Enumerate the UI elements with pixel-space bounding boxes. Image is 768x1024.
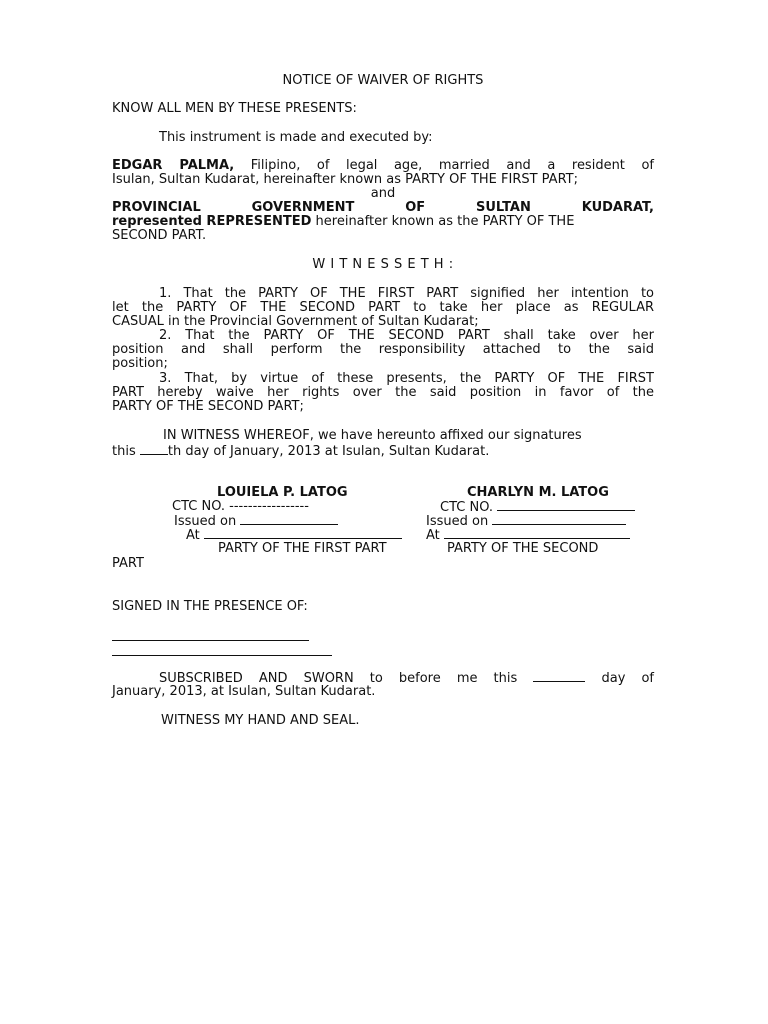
salutation: KNOW ALL MEN BY THESE PRESENTS: [112,101,357,116]
witness-whereof-line1: IN WITNESS WHEREOF, we have hereunto affixed our signatures [163,428,582,443]
clause3-line2: PART hereby waive her rights over the said position in favor of the [112,385,654,400]
signatory-left-role: PARTY OF THE FIRST PART [218,541,387,556]
signatory-right-at-label: At [426,528,444,543]
witness-whereof-line2 [112,443,489,459]
signatory-right-issued-blank [492,513,626,525]
witnesseth-heading: W I T N E S S E T H : [312,257,454,272]
signatory-left-at-label: At [186,528,204,543]
clause3-line3: PARTY OF THE SECOND PART; [112,399,304,414]
intro-text: This instrument is made and executed by: [159,130,433,145]
signatory-right-name: CHARLYN M. LATOG [467,485,609,500]
party1-line2: Isulan, Sultan Kudarat, hereinafter known as PARTY OF THE FIRST PART; [112,172,578,187]
signatory-right-at-blank [444,527,630,539]
witness-whereof-prefix: this [112,444,140,459]
day-blank-line [140,443,168,455]
clause2-line1: 2. That the PARTY OF THE SECOND PART shall take over her [159,328,654,343]
party2-desc: hereinafter known as the PARTY OF THE [311,214,575,229]
party2-line3: SECOND PART. [112,228,207,243]
signatory-left-at-blank [204,527,402,539]
party1-name: EDGAR PALMA, [112,158,235,173]
signatory-right-ctc-label: CTC NO. [440,500,498,515]
signatory-right-ctc-blank [497,499,635,511]
clause3-line1: 3. That, by virtue of these presents, the PARTY OF THE FIRST [159,371,654,386]
signatory-left-issued-label: Issued on [174,514,241,529]
witness-whereof-suffix: th day of January, 2013 at Isulan, Sultan Kudarat. [167,444,490,459]
witness-signature-line-2 [112,655,332,656]
party2-line1: PROVINCIAL GOVERNMENT OF SULTAN KUDARAT, [112,200,654,215]
subscribed-line2: January, 2013, at Isulan, Sultan Kudarat. [112,684,376,699]
clause2-line2: position and shall perform the responsibility attached to the said [112,342,654,357]
party1-line1 [112,158,654,173]
subscribed-day-blank [533,670,585,682]
role-wrap-text: PART [112,556,144,571]
signatory-left-name: LOUIELA P. LATOG [217,485,348,500]
party1-desc: Filipino, of legal age, married and a resident of [234,158,654,173]
witness-signature-line-1 [112,640,309,641]
signatory-right-role: PARTY OF THE SECOND [447,541,599,556]
signed-presence-heading: SIGNED IN THE PRESENCE OF: [112,599,308,614]
party2-represented: represented REPRESENTED [112,214,312,229]
clause1-line2: let the PARTY OF THE SECOND PART to take her place as REGULAR [112,300,654,315]
signatory-right-issued-label: Issued on [426,514,493,529]
subscribed-suffix: day of [601,671,655,686]
clause2-line3: position; [112,356,168,371]
signatory-left-ctc: CTC NO. ----------------- [172,499,309,514]
party2-line2 [112,214,574,229]
clause1-line1: 1. That the PARTY OF THE FIRST PART signified her intention to [159,286,654,301]
document-title: NOTICE OF WAIVER OF RIGHTS [282,73,484,88]
and-text: and [370,186,396,201]
clause1-line3: CASUAL in the Provincial Government of Sultan Kudarat; [112,314,479,329]
signatory-left-issued-blank [240,513,338,525]
witness-hand-seal: WITNESS MY HAND AND SEAL. [161,713,360,728]
subscribed-prefix: SUBSCRIBED AND SWORN to before me this [159,671,518,686]
